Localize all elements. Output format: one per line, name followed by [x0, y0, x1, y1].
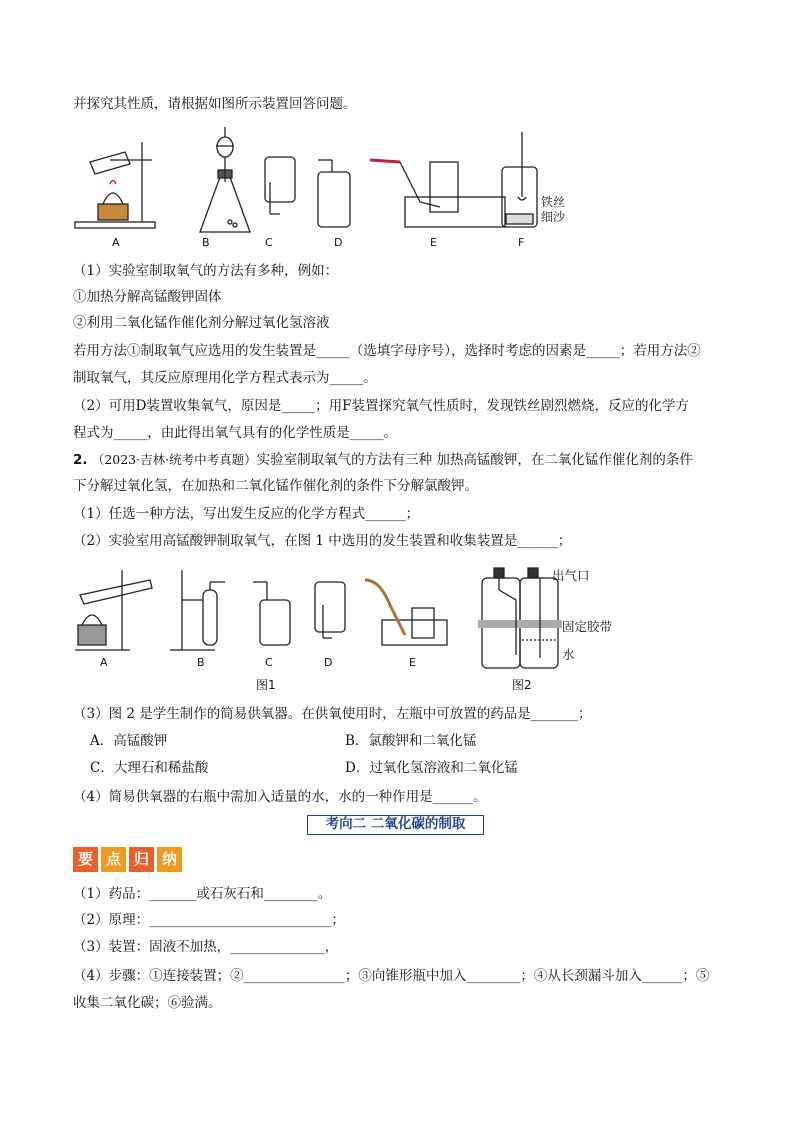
q2-stem-line2: 下分解过氧化氢，在加热和二氧化锰作催化剂的条件下分解氯酸钾。 — [73, 478, 478, 494]
q2-source: （2023·吉林·统考中考真题） — [91, 452, 257, 467]
q2-part1: （1）任选一种方法，写出发生反应的化学方程式______； — [73, 506, 420, 522]
fig-label-a: A — [112, 236, 120, 249]
label-gas-outlet: 出气口 — [552, 568, 590, 583]
q2-part2: （2）实验室用高锰酸钾制取氧气，在图 1 中选用的发生装置和收集装置是______； — [73, 533, 572, 549]
fig1-label-e: E — [409, 656, 416, 669]
summary-item-1: （1）药品：_______或石灰石和________。 — [73, 886, 332, 902]
q2-option-a: A．高锰酸钾 — [90, 733, 168, 749]
q1-intro: 并探究其性质，请根据如图所示装置回答问题。 — [73, 96, 357, 112]
q1-part1-line2: 制取氧气，其反应原理用化学方程式表示为_____。 — [73, 370, 377, 386]
fig1-label-b: B — [197, 656, 205, 669]
q1-part1-lead: （1）实验室制取氧气的方法有多种，例如： — [73, 263, 339, 279]
q1-apparatus-figure — [70, 122, 590, 252]
fig-label-d: D — [334, 236, 343, 249]
fig1-label-c: C — [265, 656, 273, 669]
label-water: 水 — [562, 647, 575, 662]
fig-label-e: E — [430, 236, 437, 249]
badge-char-3: 归 — [129, 847, 154, 872]
section-title: 考向二 二氧化碳的制取 — [307, 815, 484, 835]
q1-method2: ②利用二氧化锰作催化剂分解过氧化氢溶液 — [73, 315, 330, 331]
q1-part2-line2: 程式为_____，由此得出氧气具有的化学性质是_____。 — [73, 425, 397, 441]
summary-item-5: 收集二氧化碳；⑥验满。 — [73, 995, 222, 1011]
stand-base — [75, 222, 155, 228]
q2-number: 2. — [73, 452, 88, 468]
fig-label-f: F — [518, 236, 525, 249]
badge-char-2: 点 — [101, 847, 126, 872]
q2-option-d: D．过氧化氢溶液和二氧化锰 — [345, 760, 518, 776]
q1-part2-line1: （2）可用D装置收集氧气，原因是_____；用F装置探究氧气性质时，发现铁丝剧烈燃烧，反应的化学方 — [73, 398, 690, 414]
fig-label-b: B — [202, 236, 210, 249]
summary-item-3: （3）装置：固液不加热，______________， — [73, 939, 339, 955]
label-fixing-tape: 固定胶带 — [562, 619, 613, 634]
q2-part3: （3）图 2 是学生制作的简易供氧器。在供氧使用时，左瓶中可放置的药品是_______； — [73, 706, 592, 722]
q2-stem-text: 实验室制取氧气的方法有三种 加热高锰酸钾，在二氧化锰作催化剂的条件 — [256, 452, 693, 468]
q2-stem-line1 — [73, 451, 693, 469]
label-fine-sand: 细沙 — [541, 210, 566, 224]
fig-label-c: C — [265, 236, 273, 249]
q1-part1-line1: 若用方法①制取氧气应选用的发生装置是_____（选填字母序号），选择时考虑的因素是_____；若用方法② — [73, 343, 701, 359]
q2-apparatus-figure — [70, 560, 570, 675]
q2-option-c: C．大理石和稀盐酸 — [90, 760, 209, 776]
q2-option-b: B．氯酸钾和二氧化锰 — [345, 733, 477, 749]
fig1-label-a: A — [100, 656, 108, 669]
label-iron-wire: 铁丝 — [541, 195, 566, 209]
fig1-caption: 图1 — [256, 678, 276, 692]
badge-char-1: 要 — [73, 847, 98, 872]
q2-part4: （4）简易供氧器的右瓶中需加入适量的水，水的一种作用是______。 — [73, 789, 487, 805]
summary-item-2: （2）原理：___________________________； — [73, 912, 345, 928]
fig1-label-d: D — [324, 656, 333, 669]
summary-item-4: （4）步骤：①连接装置；②_______________；③向锥形瓶中加入________；④从长颈漏斗加入______；⑤ — [73, 968, 710, 984]
q1-method1: ①加热分解高锰酸钾固体 — [73, 289, 222, 305]
fig2-caption: 图2 — [512, 678, 532, 692]
badge-char-4: 纳 — [157, 847, 182, 872]
